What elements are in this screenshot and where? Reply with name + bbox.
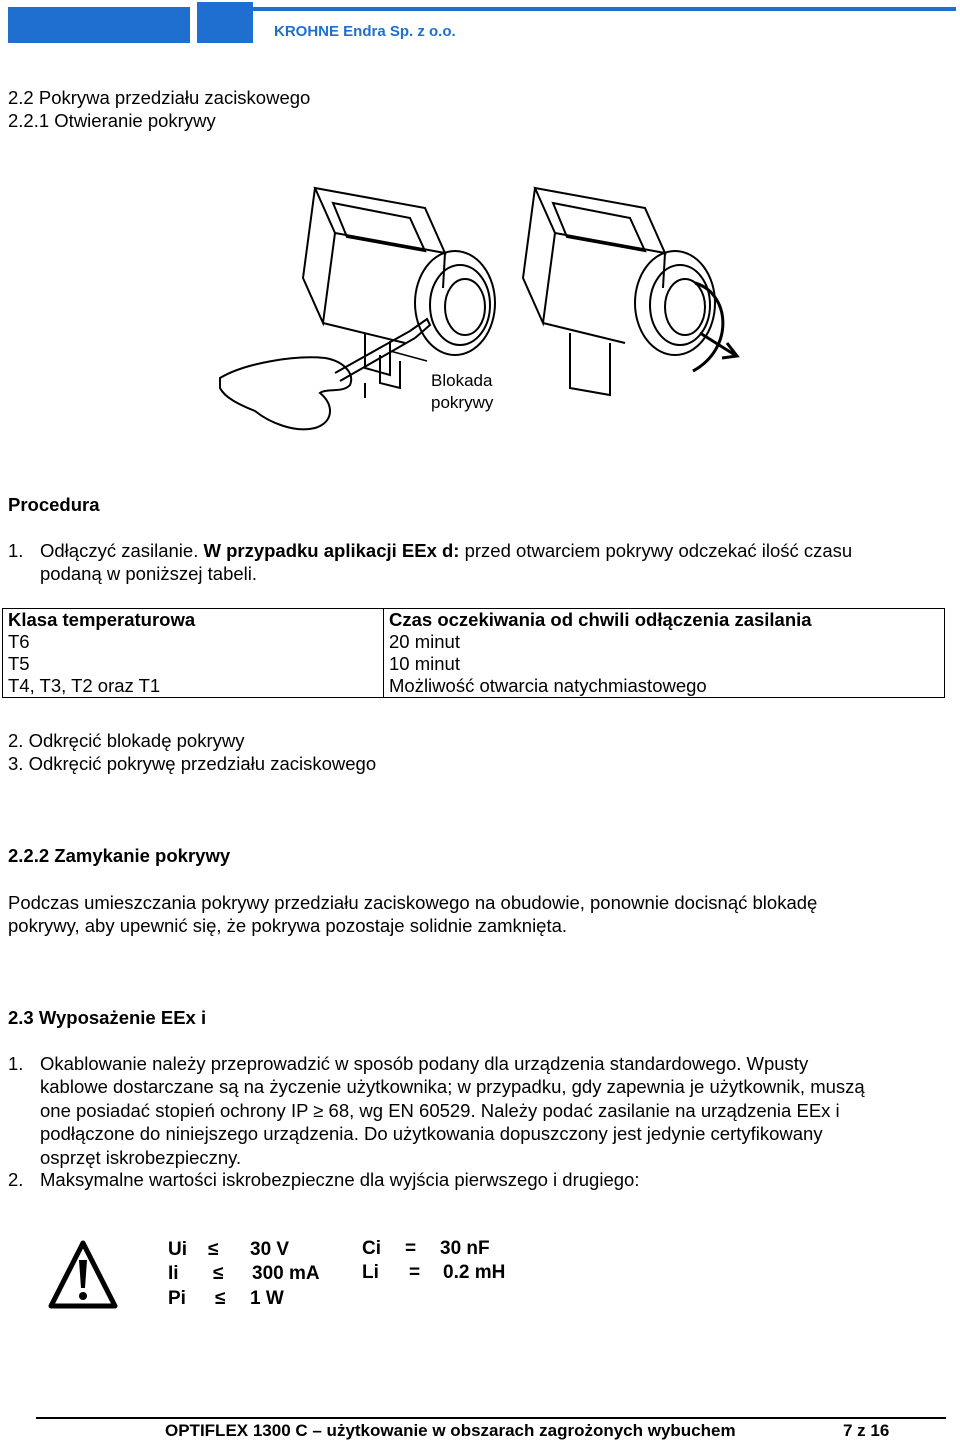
header-bar-tab — [197, 2, 253, 43]
callout-label: Blokada pokrywy — [431, 371, 494, 412]
item-1-line-5: osprzęt iskrobezpieczny. — [40, 1147, 242, 1168]
table-cell: T5 — [3, 653, 384, 675]
item-2-text: Maksymalne wartości iskrobezpieczne dla wyjścia pierwszego i drugiego: — [40, 1169, 640, 1190]
closing-heading: 2.2.2 Zamykanie pokrywy — [8, 845, 231, 866]
warning-icon — [48, 1240, 118, 1310]
table-header-row — [3, 609, 945, 632]
procedure-heading: Procedura — [8, 494, 100, 515]
temperature-table — [2, 608, 945, 698]
housing-left — [303, 188, 495, 388]
step-1-line-2: podaną w poniższej tabeli. — [40, 563, 258, 584]
param-ui: Ui ≤ 30 V — [168, 1239, 290, 1260]
closing-para-line-2: pokrywy, aby upewnić się, że pokrywa pozostaje solidnie zamknięta. — [8, 915, 568, 936]
section-subtitle: 2.2.1 Otwieranie pokrywy — [8, 110, 216, 131]
params-left — [168, 1238, 338, 1311]
item-1-number: 1. — [8, 1053, 24, 1074]
table-header-cell: Czas oczekiwania od chwili odłączenia zasilania — [384, 609, 945, 632]
header-bar-left — [8, 7, 190, 43]
callout-leader — [390, 351, 427, 361]
table-cell: T6 — [3, 631, 384, 653]
table-cell: 10 minut — [384, 653, 945, 675]
item-1-line-2: kablowe dostarczane są na życzenie użytkownika; w przypadku, gdy zapewnia je użytkownik, muszą — [40, 1076, 865, 1097]
step-1-number: 1. — [8, 540, 24, 561]
step-3: 3. Odkręcić pokrywę przedziału zaciskowego — [8, 753, 377, 774]
table-row — [3, 631, 945, 653]
table-row — [3, 653, 945, 675]
item-1-line-3: one posiadać stopień ochrony IP ≥ 68, wg EN 60529. Należy podać zasilanie na urządzenia EEx i — [40, 1100, 840, 1121]
eexi-heading: 2.3 Wyposażenie EEx i — [8, 1007, 207, 1028]
item-1-line-1: Okablowanie należy przeprowadzić w sposób podany dla urządzenia standardowego. Wpusty — [40, 1053, 809, 1074]
housing-right — [523, 188, 715, 395]
section-title: 2.2 Pokrywa przedziału zaciskowego — [8, 87, 311, 108]
table-header-cell: Klasa temperaturowa — [3, 609, 384, 632]
closing-para-line-1: Podczas umieszczania pokrywy przedziału zaciskowego na obudowie, ponownie docisnąć blokadę — [8, 892, 818, 913]
param-ci: Ci = 30 nF — [362, 1238, 490, 1259]
params-right — [362, 1237, 522, 1285]
table-cell: 20 minut — [384, 631, 945, 653]
hand-with-screwdriver — [220, 319, 430, 429]
param-pi: Pi ≤ 1 W — [168, 1288, 284, 1309]
footer-rule — [36, 1417, 946, 1419]
item-2-number: 2. — [8, 1169, 24, 1190]
table-row — [3, 675, 945, 698]
table-cell: T4, T3, T2 oraz T1 — [3, 675, 384, 698]
param-ii: Ii ≤ 300 mA — [168, 1263, 320, 1284]
header-rule — [253, 7, 956, 11]
table-cell: Możliwość otwarcia natychmiastowego — [384, 675, 945, 698]
header-company: KROHNE Endra Sp. z o.o. — [274, 23, 456, 40]
step-1-line-1: Odłączyć zasilanie. W przypadku aplikacji EEx d: przed otwarciem pokrywy odczekać ilość czasu — [40, 540, 853, 561]
step-2: 2. Odkręcić blokadę pokrywy — [8, 730, 245, 751]
footer-page-number: 7 z 16 — [843, 1421, 890, 1440]
item-1-line-4: podłączone do niniejszego urządzenia. Do użytkowania dopuszczony jest jedynie certyfikowany — [40, 1123, 823, 1144]
footer-title: OPTIFLEX 1300 C – użytkowanie w obszarach zagrożonych wybuchem — [165, 1421, 736, 1440]
param-li: Li = 0.2 mH — [362, 1262, 506, 1283]
